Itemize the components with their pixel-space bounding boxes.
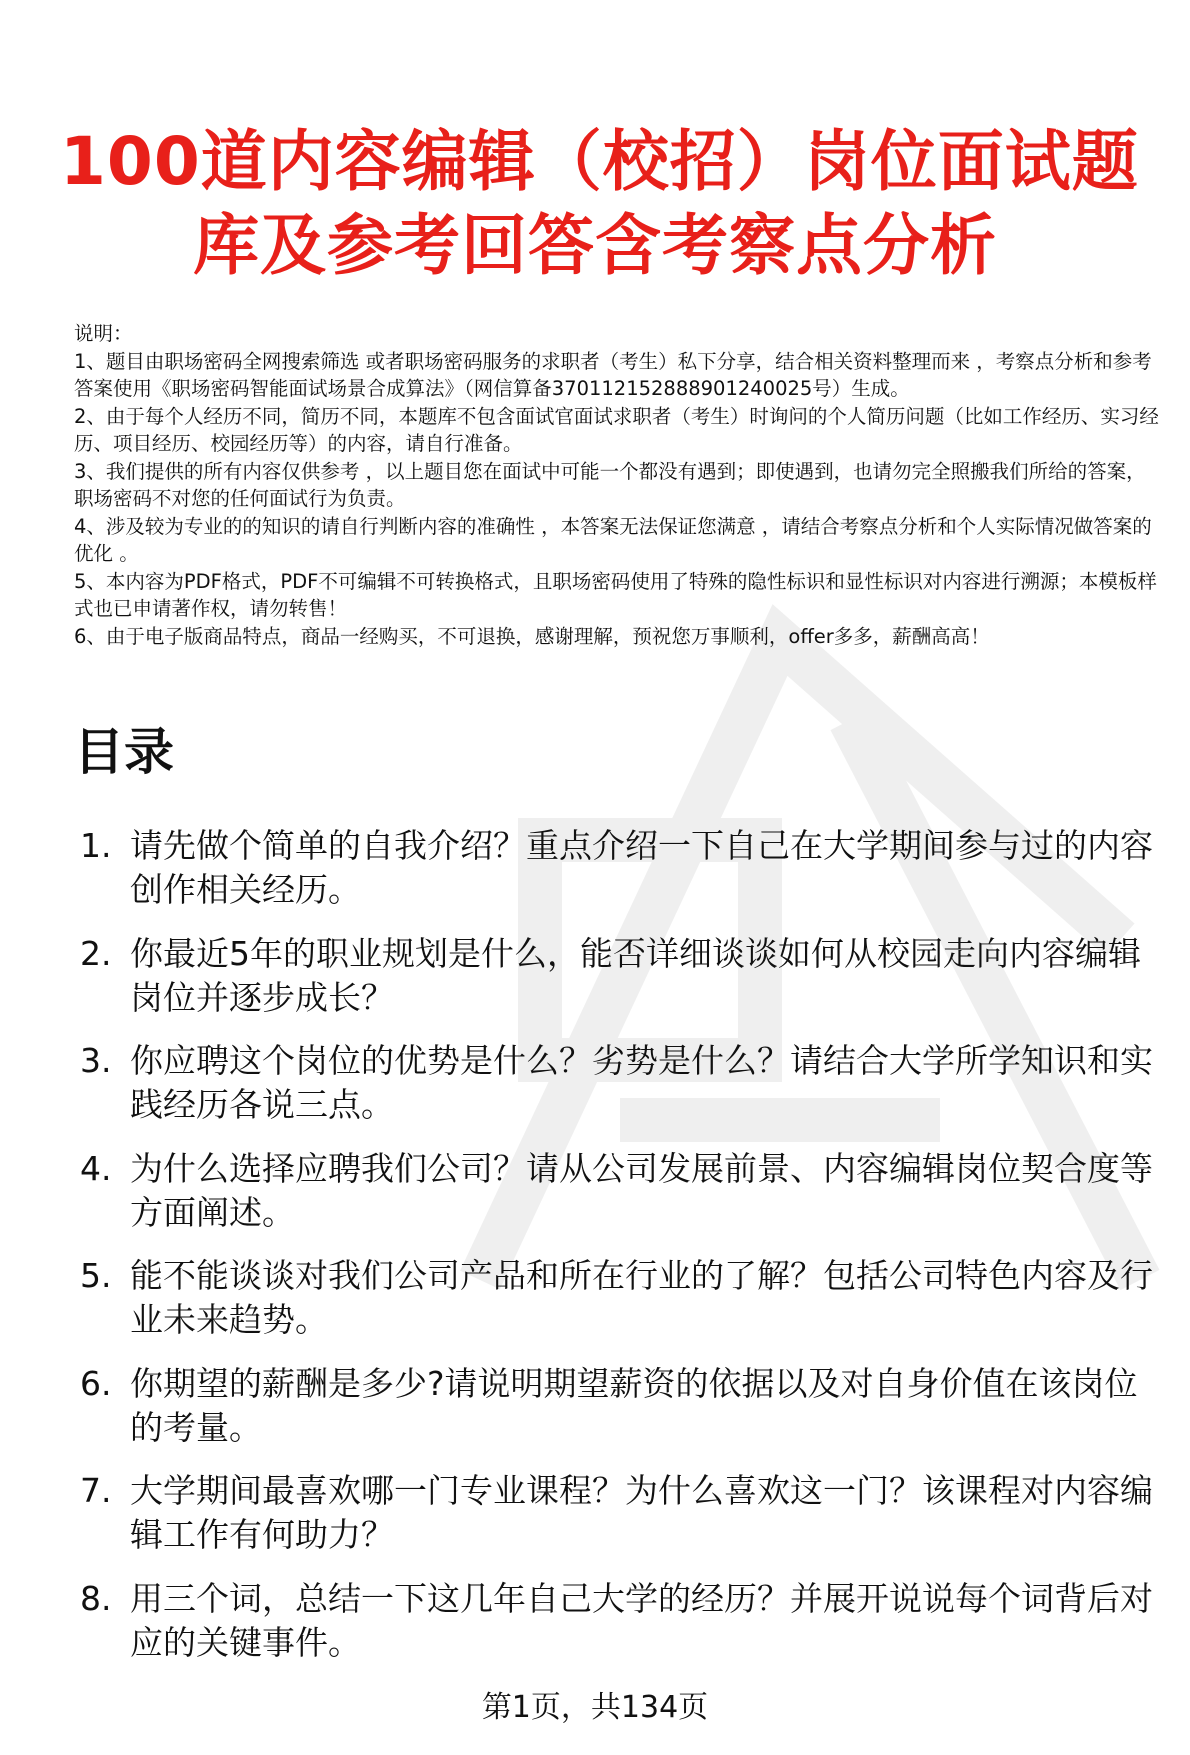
note-item: 1、题目由职场密码全网搜索筛选 或者职场密码服务的求职者（考生）私下分享，结合相关资料整理而来 ，考察点分析和参考答案使用《职场密码智能面试场景合成算法》（网信算备370112152888901240025号）生成。	[74, 349, 1152, 400]
page-number-footer: 第1页，共134页	[481, 1690, 709, 1725]
toc-item-number: 1.	[80, 826, 112, 865]
toc-item-text: 你应聘这个岗位的优势是什么？劣势是什么？请结合大学所学知识和实践经历各说三点。	[130, 1041, 1153, 1124]
toc-item[interactable]	[74, 1147, 1164, 1235]
title-line-1: 100道内容编辑（校招）岗位面试题	[60, 123, 1139, 200]
toc-item-number: 3.	[80, 1041, 112, 1080]
toc-item-number: 4.	[80, 1148, 112, 1188]
toc-item-text: 为什么选择应聘我们公司？请从公司发展前景、内容编辑岗位契合度等方面阐述。	[130, 1148, 1153, 1232]
toc-item-text: 请先做个简单的自我介绍？重点介绍一下自己在大学期间参与过的内容创作相关经历。	[130, 826, 1153, 909]
note-item: 6、由于电子版商品特点，商品一经购买，不可退换，感谢理解，预祝您万事顺利，offer多多，薪酬高高！	[74, 624, 990, 648]
title-line-2: 库及参考回答含考察点分析	[193, 207, 997, 284]
toc-item-text: 用三个词，总结一下这几年自己大学的经历？并展开说说每个词背后对应的关键事件。	[130, 1578, 1153, 1662]
note-item: 2、由于每个人经历不同，简历不同，本题库不包含面试官面试求职者（考生）时询问的个人简历问题（比如工作经历、实习经历、项目经历、校园经历等）的内容，请自行准备。	[74, 404, 1159, 455]
toc-item-text: 能不能谈谈对我们公司产品和所在行业的了解？包括公司特色内容及行业未来趋势。	[130, 1256, 1153, 1339]
toc-heading: 目录	[74, 723, 174, 781]
toc-item[interactable]	[74, 1362, 1164, 1450]
toc-item[interactable]	[74, 824, 1164, 912]
toc-item[interactable]	[74, 1039, 1164, 1127]
note-item: 5、本内容为PDF格式，PDF不可编辑不可转换格式，且职场密码使用了特殊的隐性标识和显性标识对内容进行溯源；本模板样式也已申请著作权，请勿转售！	[74, 569, 1157, 620]
toc-item[interactable]	[74, 1254, 1164, 1342]
toc-item-text: 大学期间最喜欢哪一门专业课程？为什么喜欢这一门？该课程对内容编辑工作有何助力？	[130, 1471, 1153, 1554]
toc-item-text: 你最近5年的职业规划是什么，能否详细谈谈如何从校园走向内容编辑岗位并逐步成长？	[130, 933, 1141, 1017]
document-title	[60, 120, 1139, 288]
toc-item-number: 6.	[80, 1363, 112, 1403]
toc-item[interactable]	[74, 1577, 1164, 1665]
toc-item-number: 8.	[80, 1578, 112, 1618]
toc-item-number: 2.	[80, 933, 112, 973]
toc-item[interactable]	[74, 932, 1164, 1020]
notes-heading: 说明：	[74, 322, 133, 345]
toc-item[interactable]	[74, 1469, 1164, 1557]
toc-item-text: 你期望的薪酬是多少?请说明期望薪资的依据以及对自身价值在该岗位的考量。	[130, 1363, 1138, 1447]
disclaimer-notes	[74, 320, 1162, 650]
table-of-contents	[74, 824, 1164, 1684]
toc-item-number: 5.	[80, 1256, 112, 1295]
note-item: 3、我们提供的所有内容仅供参考 ，以上题目您在面试中可能一个都没有遇到；即使遇到，也请勿完全照搬我们所给的答案，职场密码不对您的任何面试行为负责。	[74, 459, 1146, 510]
toc-item-number: 7.	[80, 1471, 112, 1510]
note-item: 4、涉及较为专业的的知识的请自行判断内容的准确性 ，本答案无法保证您满意 ，请结合考察点分析和个人实际情况做答案的优化 。	[74, 514, 1152, 565]
